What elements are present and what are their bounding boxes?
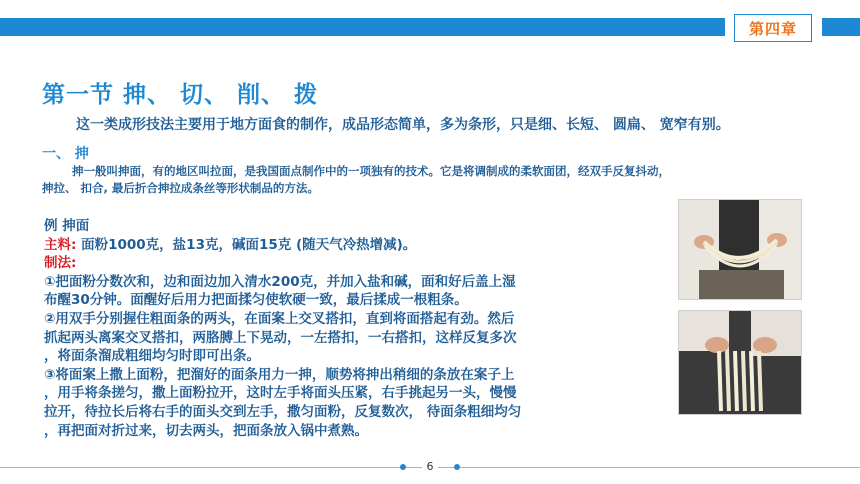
method-step-line: ②用双手分别握住粗面条的两头，在面案上交叉搭扣，直到将面搭起有劲。然后 (44, 310, 515, 327)
method-step-line: 拉开，待拉长后将右手的面头交到左手，撒匀面粉，反复数次， 待面条粗细均匀 (44, 403, 522, 420)
main-ingredients (44, 236, 644, 255)
intro-text: 这一类成形技法主要用于地方面食的制作，成品形态简单，多为条形，只是细、长短、 圆扁、 宽窄有别。 (76, 117, 730, 133)
noodle-stretching-photo (678, 310, 802, 415)
section-title: 第一节 抻、 切、 削、 拨 (42, 82, 319, 108)
footer-dot-right (454, 464, 460, 470)
method-step-line: ，将面条溜成粗细均匀时即可出条。 (44, 348, 260, 365)
method-step-line: ，用手将条搓匀，撒上面粉拉开，这时左手将面头压紧，右手挑起另一头，慢慢 (44, 385, 517, 402)
example-block (44, 217, 644, 440)
method-label: 制法: (44, 255, 77, 272)
chapter-badge (734, 14, 812, 42)
method-step-line: ①把面粉分数次和，边和面边加入清水200克，并加入盐和碱，面和好后盖上湿 (44, 273, 516, 290)
example-title: 例 抻面 (44, 218, 90, 234)
header-bar-right (822, 18, 860, 36)
subsection-heading: 一、 抻 (42, 146, 89, 162)
main-ingredients-label: 主料: (44, 236, 77, 253)
method-step-line: 布醒30分钟。面醒好后用力把面揉匀使软硬一致，最后揉成一根粗条。 (44, 292, 468, 309)
page-number: 6 (422, 460, 438, 473)
header-bar-left (0, 18, 725, 36)
description-line: 抻一般叫抻面，有的地区叫拉面，是我国面点制作中的一项独有的技术。它是将调制成的柔软面团，经双手反复抖动， (72, 164, 670, 178)
chapter-label: 第四章 (748, 19, 797, 38)
method-step-line: 抓起两头离案交叉搭扣，两胳膊上下晃动，一左搭扣，一右搭扣，这样反复多次 (44, 329, 517, 346)
main-ingredients-text: 面粉1000克，盐13克，碱面15克 (随天气冷热增减)。 (76, 236, 417, 253)
method-step-line: ③将面案上撒上面粉，把溜好的面条用力一抻，顺势将抻出稍细的条放在案子上 (44, 366, 515, 383)
noodle-pulling-photo (678, 199, 802, 300)
footer-dot-left (400, 464, 406, 470)
description-line: 抻拉、 扣合, 最后折合抻拉成条丝等形状制品的方法。 (42, 181, 319, 195)
method-step-line: ，再把面对折过来，切去两头，把面条放入锅中煮熟。 (44, 422, 368, 439)
